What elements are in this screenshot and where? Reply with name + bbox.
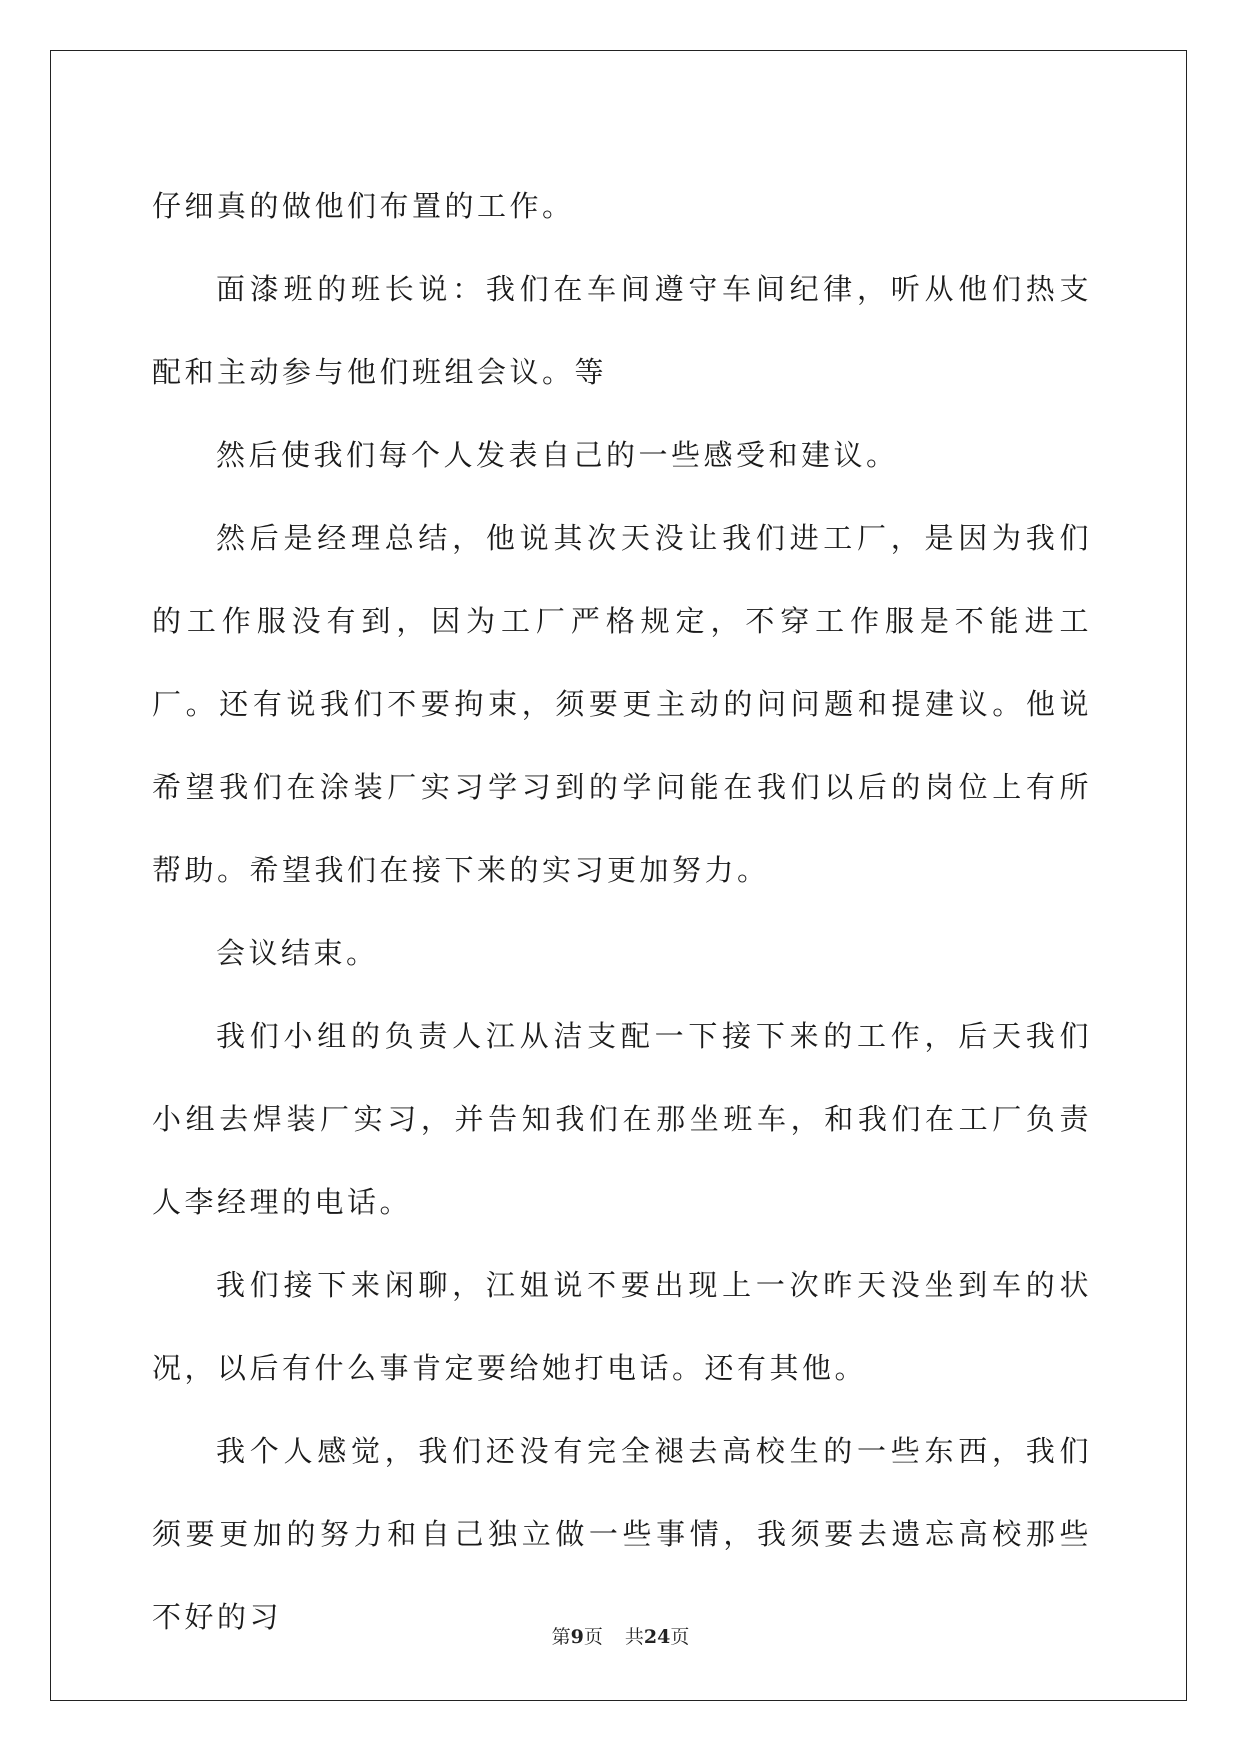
paragraph: 然后是经理总结，他说其次天没让我们进工厂，是因为我们的工作服没有到，因为工厂严格规定，不穿工作服是不能进工厂。还有说我们不要拘束，须要更主动的问问题和提建议。他说希望我们在涂装厂实习学习到的学问能在我们以后的岗位上有所帮助。希望我们在接下来的实习更加努力。 bbox=[152, 521, 1092, 887]
total-label-prefix: 共 bbox=[624, 1626, 644, 1648]
paragraph: 我们小组的负责人江从洁支配一下接下来的工作，后天我们小组去焊装厂实习，并告知我们在那坐班车，和我们在工厂负责人李经理的电话。 bbox=[152, 1019, 1092, 1219]
page-label-prefix: 第 bbox=[551, 1626, 571, 1648]
page-footer bbox=[0, 1622, 1241, 1649]
paragraph: 面漆班的班长说：我们在车间遵守车间纪律，听从他们热支配和主动参与他们班组会议。等 bbox=[152, 272, 1092, 389]
document-body bbox=[152, 165, 1092, 1659]
paragraph: 我个人感觉，我们还没有完全褪去高校生的一些东西，我们须要更加的努力和自己独立做一些事情，我须要去遗忘高校那些不好的习 bbox=[152, 1434, 1092, 1634]
paragraph: 仔细真的做他们布置的工作。 bbox=[152, 189, 575, 223]
paragraph: 我们接下来闲聊，江姐说不要出现上一次昨天没坐到车的状况，以后有什么事肯定要给她打电话。还有其他。 bbox=[152, 1268, 1092, 1385]
total-pages: 24 bbox=[643, 1626, 671, 1648]
paragraph: 会议结束。 bbox=[216, 936, 379, 970]
page-number: 9 bbox=[570, 1626, 584, 1648]
page-label-suffix: 页 bbox=[583, 1626, 603, 1648]
paragraph: 然后使我们每个人发表自己的一些感受和建议。 bbox=[216, 438, 899, 472]
total-label-suffix: 页 bbox=[670, 1626, 690, 1648]
